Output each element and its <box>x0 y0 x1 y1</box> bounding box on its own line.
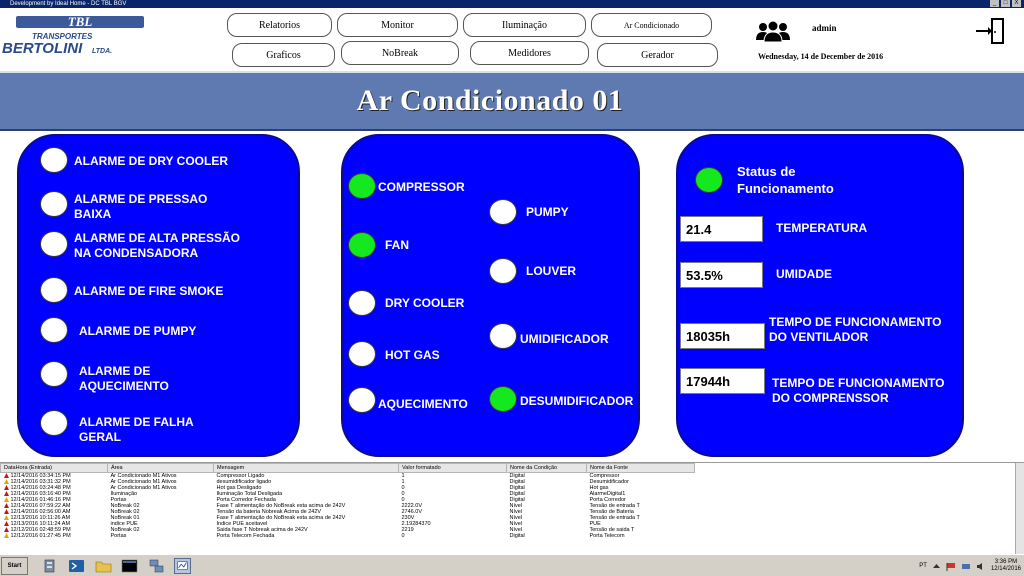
alarm-cell-text: 12/14/2016 07:59:22 AM <box>10 503 71 509</box>
alarm-alta-pressao-lamp <box>40 231 68 257</box>
alarm-pressao-baixa-lamp <box>40 191 68 217</box>
alarms-panel <box>17 134 300 457</box>
alarm-cell-text: Tensão de saida T <box>589 527 635 533</box>
alarm-bell-icon <box>4 479 9 484</box>
alarm-bell-icon <box>4 485 9 490</box>
dry-cooler-label: DRY COOLER <box>385 296 465 310</box>
alarm-cell-text: Porta Telecom Fechada <box>216 533 275 539</box>
alarm-bell-icon <box>4 515 9 520</box>
alarm-cell-text: 2219 <box>401 527 414 533</box>
col-condicao[interactable]: Nome da Condição <box>507 464 587 473</box>
alarm-table-scrollbar[interactable] <box>1015 463 1024 554</box>
alarm-cell-text: 0 <box>401 491 405 497</box>
alarm-fire-smoke-lamp <box>40 277 68 303</box>
alarm-table-cell <box>399 533 507 539</box>
umidade-label: UMIDADE <box>776 267 832 281</box>
alarm-cell-text: 12/12/2016 02:48:59 PM <box>10 527 71 533</box>
alarm-cell-text: 230V <box>401 515 415 521</box>
ventilador-hours-value: 18035h <box>680 323 765 349</box>
nav-iluminacao-button[interactable]: Iluminação <box>463 13 586 37</box>
alarm-cell-text: Nível <box>509 509 523 515</box>
alarm-cell-text: Tensão de Bateria <box>589 509 634 515</box>
alarm-cell-text: 12/13/2016 10:11:24 AM <box>10 521 71 527</box>
col-mensagem[interactable]: Mensagem <box>214 464 399 473</box>
alarm-cell-text: PUE <box>589 521 601 527</box>
alarm-cell-text: Portas <box>110 533 127 539</box>
cmd-icon[interactable] <box>121 558 138 574</box>
page-title-bar <box>0 71 1024 131</box>
umidade-value: 53.5% <box>680 262 763 288</box>
alarm-bell-icon <box>4 497 9 502</box>
aquecimento-lamp <box>348 387 376 413</box>
status-label-line1: Status de <box>737 164 796 179</box>
alarm-history-table <box>0 462 1024 554</box>
header <box>0 8 1024 71</box>
nav-relatorios-button[interactable]: Relatorios <box>227 13 332 37</box>
compressor-lamp <box>348 173 376 199</box>
alarm-cell-text: 0 <box>401 485 405 491</box>
alarm-cell-text: Compressor Ligado <box>216 473 265 479</box>
language-indicator[interactable]: PT <box>919 563 927 569</box>
nav-monitor-button[interactable]: Monitor <box>337 13 458 37</box>
alarm-cell-text: Nível <box>509 527 523 533</box>
alarm-pumpy-label: ALARME DE PUMPY <box>79 324 197 338</box>
alarm-cell-text: Nível <box>509 515 523 521</box>
alarm-cell-text: Tensão de entrada T <box>589 503 640 509</box>
fan-lamp <box>348 232 376 258</box>
alarm-cell-text: desumidificador ligado <box>216 479 272 485</box>
alarm-bell-icon <box>4 509 9 514</box>
alarm-cell-text: 12/14/2016 02:56:00 AM <box>10 509 71 515</box>
alarm-cell-text: Hot gas <box>589 485 609 491</box>
ventilador-hours-label <box>769 315 941 345</box>
alarm-alta-pressao-line2: NA CONDENSADORA <box>74 246 199 260</box>
compressor-label: COMPRESSOR <box>378 180 465 194</box>
alarm-cell-text: 12/14/2016 03:24:48 PM <box>10 485 71 491</box>
alarm-cell-text: Desumidificador <box>589 479 629 485</box>
alarm-cell-text: Ar Condicionado M1 Ativos <box>110 479 177 485</box>
window-controls <box>990 0 1021 7</box>
alarm-cell-text: Fase T alimentação do NoBreak esta acima de 242V <box>216 503 346 509</box>
alarm-table-cell <box>587 533 695 539</box>
alarm-cell-text: 12/12/2016 01:27:45 PM <box>10 533 71 539</box>
maximize-button[interactable]: □ <box>1001 0 1010 7</box>
network-tray-icon[interactable] <box>961 562 971 571</box>
svg-text:TRANSPORTES: TRANSPORTES <box>32 32 93 41</box>
alarm-bell-icon <box>4 491 9 496</box>
alarm-cell-text: Tensão da bateria Nobreak Acima de 242V <box>216 509 322 515</box>
clock-time: 3:36 PM <box>994 559 1018 565</box>
col-datahora[interactable]: DataHora (Entrada) <box>1 464 108 473</box>
alarm-dry-cooler-label: ALARME DE DRY COOLER <box>74 154 229 168</box>
window-title: Development by Ideal Home - DC TBL BGV <box>10 1 127 7</box>
alarm-table-cell <box>214 533 399 539</box>
alarm-cell-text: Iluminação Total Desligada <box>216 491 283 497</box>
alarm-cell-text: Fase T alimentação do NoBreak esta acima de 242V <box>216 515 346 521</box>
compressor-hours-label <box>772 376 944 406</box>
alarm-cell-text: Nível <box>509 521 523 527</box>
nav-graficos-button[interactable]: Graficos <box>232 43 335 67</box>
louver-lamp <box>489 258 517 284</box>
alarm-table-body <box>1 473 695 540</box>
alarm-cell-text: Ar Condicionado M1 Ativos <box>110 485 177 491</box>
alarm-cell-text: Digital <box>509 491 525 497</box>
alarm-falha-geral-lamp <box>40 410 68 436</box>
status-label-line2: Funcionamento <box>737 181 834 196</box>
alarm-table-cell <box>1 533 108 539</box>
alarm-pressao-baixa-line1: ALARME DE PRESSAO <box>74 192 208 206</box>
flag-icon[interactable] <box>946 562 956 571</box>
alarm-cell-text: NoBreak 02 <box>110 503 140 509</box>
alarm-cell-text: 12/14/2016 03:34:15 PM <box>10 473 71 479</box>
alarm-dry-cooler-lamp <box>40 147 68 173</box>
powershell-icon[interactable] <box>68 558 85 574</box>
start-button[interactable]: Start <box>1 557 28 575</box>
alarm-cell-text: 2222.0V <box>401 503 422 509</box>
close-button[interactable]: X <box>1012 0 1021 7</box>
alarm-bell-icon <box>4 521 9 526</box>
alarm-pumpy-lamp <box>40 317 68 343</box>
ventilador-hours-line1: TEMPO DE FUNCIONAMENTO <box>769 315 942 329</box>
explorer-folder-icon[interactable] <box>95 558 112 574</box>
tray-arrow-icon[interactable] <box>932 562 941 571</box>
compressor-hours-line1: TEMPO DE FUNCIONAMENTO <box>772 376 945 390</box>
alarm-cell-text: Portas <box>110 497 127 503</box>
desumidificador-label: DESUMIDIFICADOR <box>520 394 634 408</box>
alarm-cell-text: Digital <box>509 485 525 491</box>
alarm-cell-text: Porta Corredor Fechada <box>216 497 276 503</box>
alarm-cell-text: 1 <box>401 479 405 485</box>
pumpy-label: PUMPY <box>526 205 569 219</box>
alarm-table <box>0 463 695 539</box>
window-title-bar <box>0 0 1024 8</box>
alarm-alta-pressao-line1: ALARME DE ALTA PRESSÃO <box>74 231 241 245</box>
alarm-cell-text: 0 <box>401 533 405 539</box>
alarm-bell-icon <box>4 533 9 538</box>
alarm-cell-text: Digital <box>509 473 525 479</box>
alarm-bell-icon <box>4 503 9 508</box>
umidificador-lamp <box>489 323 517 349</box>
components-panel <box>341 134 640 457</box>
alarm-falha-geral-line1: ALARME DE FALHA <box>79 415 194 429</box>
svg-text:BERTOLINI: BERTOLINI <box>2 40 83 57</box>
aquecimento-label: AQUECIMENTO <box>378 397 468 411</box>
svg-text:TBL: TBL <box>67 14 93 29</box>
alarm-cell-text: Ar Condicionado M1 Ativos <box>110 473 177 479</box>
desumidificador-lamp <box>489 386 517 412</box>
umidificador-label: UMIDIFICADOR <box>520 332 609 346</box>
alarm-cell-text: Digital <box>509 497 525 503</box>
fan-label: FAN <box>385 238 409 252</box>
nav-medidores-button[interactable]: Medidores <box>470 41 589 65</box>
nav-nobreak-button[interactable]: NoBreak <box>341 41 459 65</box>
alarm-bell-icon <box>4 527 9 532</box>
nav-ar-condicionado-button[interactable]: Ar Condicionado <box>591 13 712 37</box>
alarm-cell-text: Iluminação <box>110 491 138 497</box>
current-date: Wednesday, 14 de December de 2016 <box>758 52 884 61</box>
alarm-cell-text: 12/14/2016 03:16:40 PM <box>10 491 71 497</box>
users-icon <box>755 20 791 42</box>
server-manager-icon[interactable] <box>42 558 59 574</box>
alarm-table-row[interactable] <box>1 533 695 539</box>
alarm-table-cell <box>507 533 587 539</box>
hot-gas-lamp <box>348 341 376 367</box>
taskbar-clock[interactable] <box>991 559 1021 573</box>
compressor-hours-line2: DO COMPRENSSOR <box>772 391 889 405</box>
alarm-cell-text: Porta Telecom <box>589 533 625 539</box>
alarm-cell-text: Tensão de entrada T <box>589 515 640 521</box>
svg-text:LTDA.: LTDA. <box>92 48 113 55</box>
logout-icon[interactable] <box>975 18 1005 44</box>
alarm-cell-text: Hot gas Desligado <box>216 485 262 491</box>
alarm-cell-text: 12/14/2016 03:31:32 PM <box>10 479 71 485</box>
col-fonte[interactable]: Nome da Fonte <box>587 464 695 473</box>
alarm-cell-text: 2746.0V <box>401 509 422 515</box>
status-panel <box>676 134 964 457</box>
alarm-fire-smoke-label: ALARME DE FIRE SMOKE <box>74 284 224 298</box>
system-tray <box>919 557 1021 575</box>
taskbar <box>0 554 1024 576</box>
dry-cooler-lamp <box>348 290 376 316</box>
alarm-cell-text: NoBreak 02 <box>110 527 140 533</box>
alarm-cell-text: 12/13/2016 10:11:26 AM <box>10 515 71 521</box>
nav-gerador-button[interactable]: Gerador <box>597 43 718 67</box>
col-area[interactable]: Área <box>108 464 214 473</box>
alarm-table-header-row <box>1 464 695 473</box>
clock-date: 12/14/2016 <box>990 566 1021 572</box>
temperatura-label: TEMPERATURA <box>776 221 868 235</box>
alarm-aquecimento-label <box>79 364 169 394</box>
alarm-pressao-baixa-line2: BAIXA <box>74 207 112 221</box>
network-icon[interactable] <box>148 558 165 574</box>
alarm-aquecimento-line1: ALARME DE <box>79 364 151 378</box>
alarm-cell-text: NoBreak 02 <box>110 509 140 515</box>
status-lamp <box>695 167 723 193</box>
alarm-cell-text: Compressor <box>589 473 620 479</box>
alarm-bell-icon <box>4 473 9 478</box>
col-valor[interactable]: Valor formatado <box>399 464 507 473</box>
alarm-pressao-baixa-label <box>74 192 207 222</box>
louver-label: LOUVER <box>526 264 577 278</box>
alarm-cell-text: Digital <box>509 479 525 485</box>
alarm-cell-text: Porta Corredor <box>589 497 626 503</box>
page-title: Ar Condicionado 01 <box>356 84 624 117</box>
alarm-cell-text: NoBreak 01 <box>110 515 140 521</box>
compressor-hours-value: 17944h <box>680 368 765 394</box>
alarm-cell-text: 1 <box>401 473 405 479</box>
alarm-cell-text: Indice PUE aceitavel <box>216 521 268 527</box>
alarm-cell-text: AlarmeDigital1 <box>589 491 626 497</box>
username: admin <box>812 23 837 33</box>
status-label <box>737 163 834 197</box>
alarm-cell-text: 0 <box>401 497 405 503</box>
alarm-cell-text: Digital <box>509 533 525 539</box>
alarm-cell-text: 2.19284370 <box>401 521 431 527</box>
alarm-cell-text: 12/14/2016 01:46:16 PM <box>10 497 71 503</box>
alarm-falha-geral-label <box>79 415 194 445</box>
alarm-cell-text: Nível <box>509 503 523 509</box>
main-content <box>0 131 1024 462</box>
alarm-falha-geral-line2: GERAL <box>79 430 121 444</box>
alarm-aquecimento-line2: AQUECIMENTO <box>79 379 169 393</box>
temperatura-value: 21.4 <box>680 216 763 242</box>
alarm-aquecimento-lamp <box>40 361 68 387</box>
volume-icon[interactable] <box>976 562 986 571</box>
pumpy-lamp <box>489 199 517 225</box>
scada-app-icon[interactable] <box>174 558 191 574</box>
alarm-alta-pressao-label <box>74 231 240 261</box>
alarm-table-cell <box>108 533 214 539</box>
alarm-cell-text: indice PUE <box>110 521 138 527</box>
ventilador-hours-line2: DO VENTILADOR <box>769 330 869 344</box>
alarm-cell-text: Saida fase T Nobreak acima de 242V <box>216 527 308 533</box>
hot-gas-label: HOT GAS <box>385 348 440 362</box>
minimize-button[interactable]: _ <box>990 0 999 7</box>
company-logo <box>2 12 158 62</box>
